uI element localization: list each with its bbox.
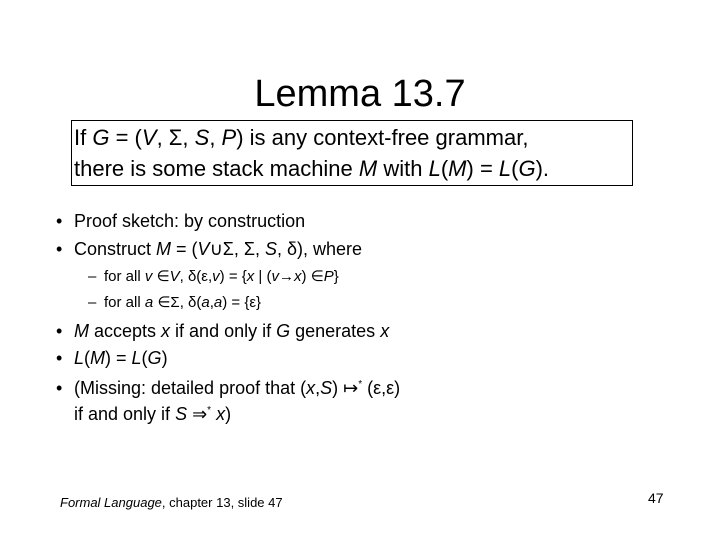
star-superscript: * bbox=[207, 405, 212, 416]
text: ( bbox=[141, 348, 148, 368]
var-L: L bbox=[131, 348, 142, 368]
text: if and only if bbox=[170, 321, 277, 341]
text: = ( bbox=[109, 125, 142, 150]
var-S: S bbox=[320, 378, 333, 398]
var-V: V bbox=[197, 239, 210, 259]
text: ( bbox=[84, 348, 91, 368]
text: ) ∈ bbox=[301, 268, 324, 285]
footer-text: , chapter 13, slide 47 bbox=[161, 495, 283, 510]
var-M: M bbox=[156, 239, 172, 259]
text: → bbox=[279, 268, 294, 285]
text: , bbox=[209, 294, 214, 311]
slide-title: Lemma 13.7 bbox=[254, 73, 466, 115]
text: ( bbox=[440, 156, 449, 181]
text: } bbox=[333, 268, 339, 285]
bullet-missing-proof-cont bbox=[74, 398, 231, 427]
sub-dash: – bbox=[88, 294, 97, 311]
var-M: M bbox=[74, 321, 89, 341]
text: ∪Σ, Σ, bbox=[209, 239, 265, 259]
text: = ( bbox=[171, 239, 198, 259]
var-V: V bbox=[169, 268, 180, 285]
var-x: x bbox=[294, 268, 302, 285]
page-number: 47 bbox=[648, 490, 664, 506]
sub-bullet-variables bbox=[88, 266, 339, 288]
text: , Σ, bbox=[156, 125, 195, 150]
var-L: L bbox=[498, 156, 512, 181]
text: , δ), where bbox=[277, 239, 363, 259]
star-superscript: * bbox=[358, 379, 363, 390]
text: ). bbox=[535, 156, 550, 181]
text: ) bbox=[225, 404, 232, 424]
var-a: a bbox=[144, 294, 154, 311]
text: ( bbox=[511, 156, 519, 181]
text: (ε,ε) bbox=[362, 378, 401, 398]
text: for all bbox=[104, 294, 145, 311]
var-M: M bbox=[358, 156, 378, 181]
bullet-missing-proof bbox=[56, 372, 400, 401]
var-v: v bbox=[271, 268, 279, 285]
bullet-language-equality bbox=[56, 345, 168, 371]
var-G: G bbox=[92, 125, 110, 150]
var-G: G bbox=[276, 321, 291, 341]
text: , δ(ε, bbox=[179, 268, 213, 285]
sub-bullet-terminals bbox=[88, 292, 261, 314]
text: , bbox=[209, 125, 222, 150]
text: ⇒ bbox=[187, 404, 208, 424]
var-M: M bbox=[448, 156, 467, 181]
var-x: x bbox=[306, 378, 316, 398]
text: , bbox=[315, 378, 321, 398]
var-x: x bbox=[380, 321, 390, 341]
bullet-dot: • bbox=[56, 211, 63, 231]
book-title: Formal Language bbox=[60, 495, 162, 510]
var-S: S bbox=[175, 404, 188, 424]
bullet-dot: • bbox=[56, 239, 63, 259]
text: ) is any context-free grammar, bbox=[236, 125, 529, 150]
var-x: x bbox=[216, 404, 226, 424]
bullet-accepts bbox=[56, 318, 389, 344]
var-x: x bbox=[161, 321, 171, 341]
sub-dash: – bbox=[88, 268, 97, 285]
lemma-statement-box bbox=[71, 120, 633, 186]
lemma-line-2 bbox=[74, 153, 632, 184]
var-x: x bbox=[246, 268, 255, 285]
text: ∈Σ, δ( bbox=[153, 294, 202, 311]
text: with bbox=[377, 156, 429, 181]
bullet-dot: • bbox=[56, 348, 63, 368]
text: (Missing: detailed proof that ( bbox=[74, 378, 307, 398]
text: if and only if bbox=[74, 404, 176, 424]
var-L: L bbox=[428, 156, 441, 181]
text: | ( bbox=[254, 268, 272, 285]
slide-footer bbox=[60, 495, 283, 510]
lemma-line-1 bbox=[74, 122, 632, 153]
text: Proof sketch: by construction bbox=[74, 211, 306, 231]
bullet-construct bbox=[56, 236, 362, 262]
bullet-dot: • bbox=[56, 378, 63, 398]
var-a: a bbox=[201, 294, 210, 311]
text: accepts bbox=[89, 321, 162, 341]
text: If bbox=[74, 125, 93, 150]
var-L: L bbox=[74, 348, 85, 368]
var-v: v bbox=[212, 268, 220, 285]
text: ) = {ε} bbox=[222, 294, 262, 311]
bullet-dot: • bbox=[56, 321, 63, 341]
var-V: V bbox=[141, 125, 157, 150]
text: ∈ bbox=[152, 268, 170, 285]
text: generates bbox=[290, 321, 381, 341]
bullet-proof-sketch bbox=[56, 208, 305, 234]
var-S: S bbox=[265, 239, 278, 259]
text: there is some stack machine bbox=[74, 156, 359, 181]
text: ) ↦ bbox=[332, 378, 359, 398]
var-P: P bbox=[323, 268, 334, 285]
var-M: M bbox=[90, 348, 106, 368]
text: ) = { bbox=[219, 268, 247, 285]
var-v: v bbox=[144, 268, 153, 285]
text: ) = bbox=[105, 348, 132, 368]
var-a: a bbox=[213, 294, 223, 311]
var-G: G bbox=[147, 348, 162, 368]
text: ) = bbox=[466, 156, 499, 181]
text: for all bbox=[104, 268, 145, 285]
var-S: S bbox=[194, 125, 210, 150]
text: Construct bbox=[74, 239, 157, 259]
var-G: G bbox=[518, 156, 536, 181]
var-P: P bbox=[221, 125, 237, 150]
text: ) bbox=[161, 348, 168, 368]
